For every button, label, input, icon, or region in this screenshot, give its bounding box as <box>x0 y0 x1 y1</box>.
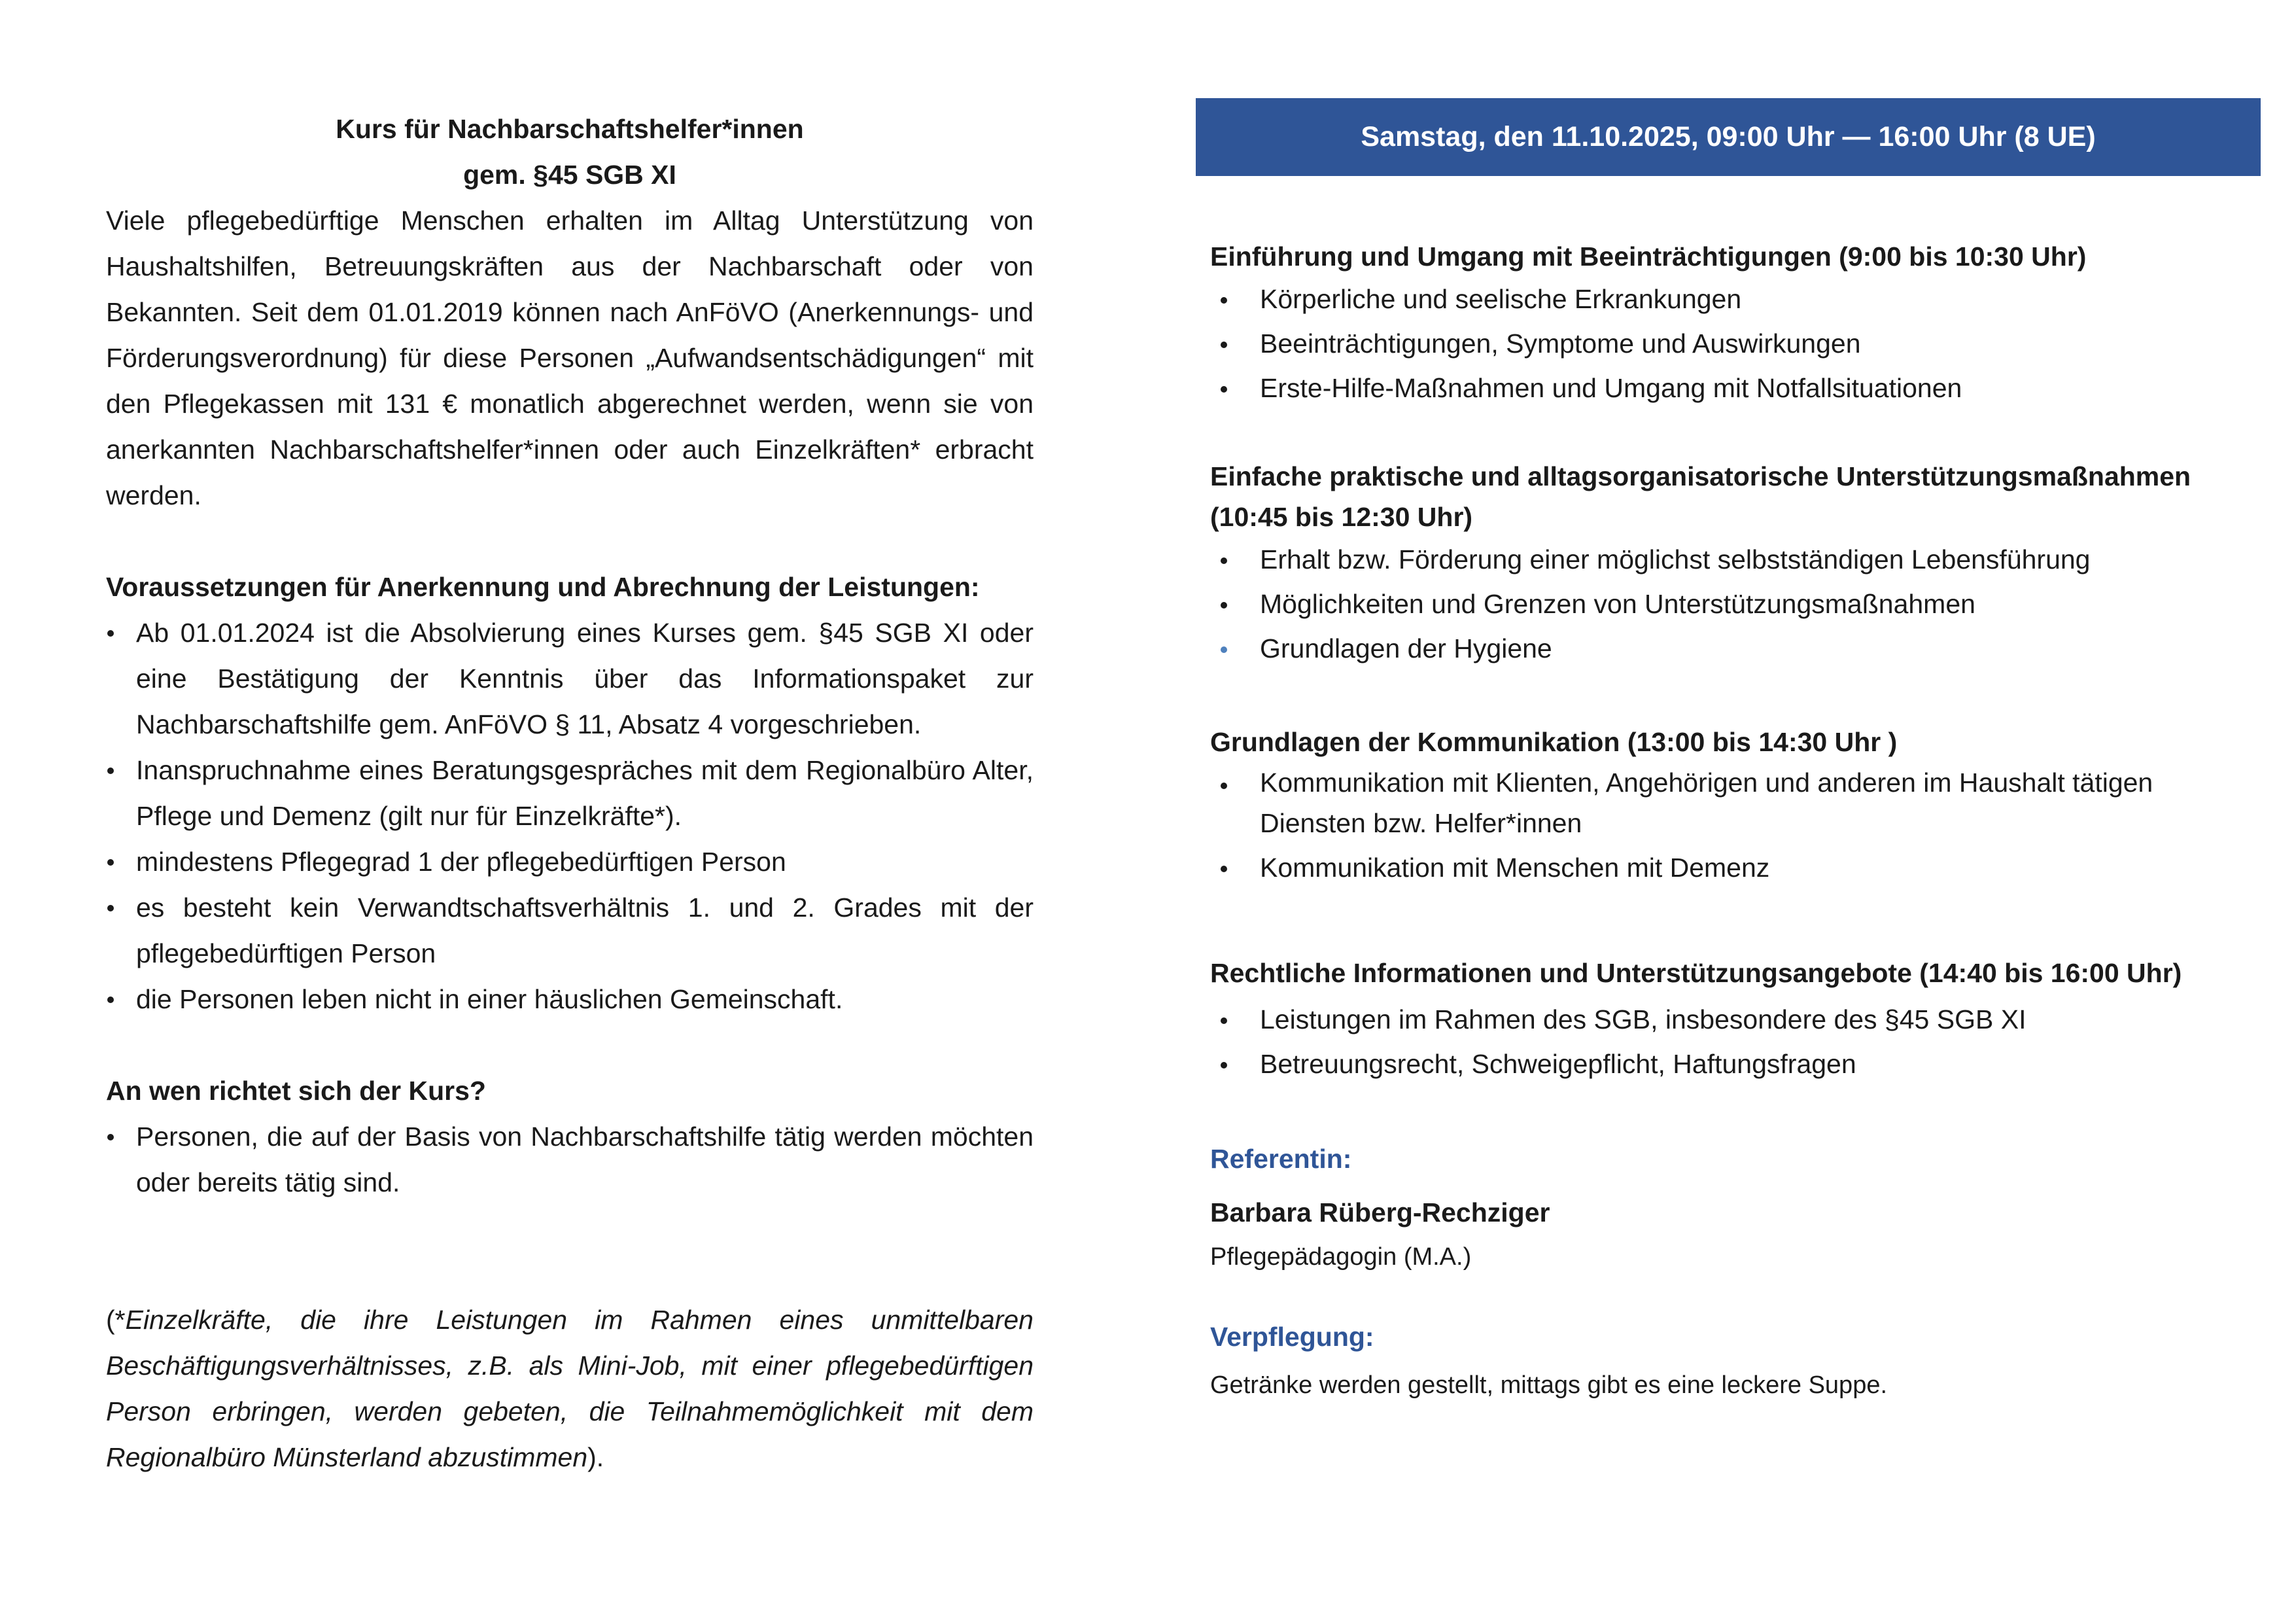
footnote-text: Einzelkräfte, die ihre Leistungen im Rahmen eines unmittelbaren Beschäftigungsverhältnisses, z.B. als Mini-Job, mit einer pflegebedürftigen Person erbringen, werden gebeten, die Teilnahmemöglichkeit mit dem Regionalbüro Münsterland abzustimmen <box>106 1305 1034 1472</box>
date-banner: Samstag, den 11.10.2025, 09:00 Uhr — 16:00 Uhr (8 UE) <box>1196 98 2261 176</box>
left-column <box>106 106 1034 1480</box>
course-title-line2: gem. §45 SGB XI <box>463 160 676 190</box>
list-item: Körperliche und seelische Erkrankungen <box>1210 277 2255 321</box>
requirements-heading: Voraussetzungen für Anerkennung und Abrechnung der Leistungen: <box>106 572 980 602</box>
schedule-section-2 <box>1210 456 2255 671</box>
list-item: Leistungen im Rahmen des SGB, insbesondere des §45 SGB XI <box>1210 997 2255 1042</box>
list-item: Kommunikation mit Menschen mit Demenz <box>1210 845 2255 890</box>
requirements-list <box>106 610 1034 1022</box>
speaker-name: Barbara Rüberg-Rechziger <box>1210 1197 1550 1227</box>
list-item: Erhalt bzw. Förderung einer möglichst selbstständigen Lebensführung <box>1210 537 2255 582</box>
footnote-close: ). <box>587 1442 604 1472</box>
section-heading: Grundlagen der Kommunikation (13:00 bis 14:30 Uhr ) <box>1210 727 1898 757</box>
schedule-section-4 <box>1210 953 2255 1086</box>
catering-text: Getränke werden gestellt, mittags gibt es eine leckere Suppe. <box>1210 1371 1888 1399</box>
schedule-section-3 <box>1210 722 2255 890</box>
footnote-open: (* <box>106 1305 126 1335</box>
schedule-section-1 <box>1210 236 2255 410</box>
list-item: Erste-Hilfe-Maßnahmen und Umgang mit Notfallsituationen <box>1210 366 2255 410</box>
list-item: Beeinträchtigungen, Symptome und Auswirkungen <box>1210 321 2255 366</box>
list-item: Möglichkeiten und Grenzen von Unterstützungsmaßnahmen <box>1210 582 2255 626</box>
section-items <box>1210 277 2255 410</box>
list-item: Ab 01.01.2024 ist die Absolvierung eines Kurses gem. §45 SGB XI oder eine Bestätigung der Kenntnis über das Informationspaket zur Nachbarschaftshilfe gem. AnFöVO § 11, Absatz 4 vorgeschrieben. <box>106 610 1034 747</box>
list-item: Kommunikation mit Klienten, Angehörigen und anderen im Haushalt tätigen Diensten bzw. Helfer*innen <box>1210 762 2255 845</box>
speaker-heading: Referentin: <box>1210 1144 1352 1174</box>
audience-list <box>106 1114 1034 1205</box>
section-heading: Einfache praktische und alltagsorganisatorische Unterstützungsmaßnahmen (10:45 bis 12:30 Uhr) <box>1210 461 2191 532</box>
section-heading: Einführung und Umgang mit Beeinträchtigungen (9:00 bis 10:30 Uhr) <box>1210 241 2087 272</box>
list-item: die Personen leben nicht in einer häuslichen Gemeinschaft. <box>106 976 1034 1022</box>
intro-paragraph: Viele pflegebedürftige Menschen erhalten im Alltag Unterstützung von Haushaltshilfen, Betreuungskräften aus der Nachbarschaft oder von Bekannten. Seit dem 01.01.2019 können nach AnFöVO (Anerkennungs- und Förderungsverordnung) für diese Personen „Aufwandsentschädigungen“ mit den Pflegekassen mit 131 € monatlich abgerechnet werden, wenn sie von anerkannten Nachbarschaftshelfer*innen oder auch Einzelkräften* erbracht werden. <box>106 205 1034 510</box>
audience-heading: An wen richtet sich der Kurs? <box>106 1076 486 1106</box>
catering-heading: Verpflegung: <box>1210 1322 1374 1352</box>
speaker-section <box>1210 1139 2255 1277</box>
list-item: mindestens Pflegegrad 1 der pflegebedürftigen Person <box>106 839 1034 885</box>
section-items <box>1210 537 2255 671</box>
section-items <box>1210 762 2255 890</box>
catering-section <box>1210 1316 2255 1405</box>
list-item: Betreuungsrecht, Schweigepflicht, Haftungsfragen <box>1210 1042 2255 1086</box>
list-item: Inanspruchnahme eines Beratungsgespräches mit dem Regionalbüro Alter, Pflege und Demenz (gilt nur für Einzelkräfte*). <box>106 747 1034 839</box>
speaker-title: Pflegepädagogin (M.A.) <box>1210 1243 1472 1271</box>
right-column <box>1196 98 2255 1405</box>
course-title-line1: Kurs für Nachbarschaftshelfer*innen <box>336 114 804 144</box>
list-item: Grundlagen der Hygiene <box>1210 626 2255 671</box>
list-item: Personen, die auf der Basis von Nachbarschaftshilfe tätig werden möchten oder bereits tätig sind. <box>106 1114 1034 1205</box>
section-heading: Rechtliche Informationen und Unterstützungsangebote (14:40 bis 16:00 Uhr) <box>1210 958 2182 988</box>
list-item: es besteht kein Verwandtschaftsverhältnis 1. und 2. Grades mit der pflegebedürftigen Person <box>106 885 1034 976</box>
footnote <box>106 1297 1034 1480</box>
section-items <box>1210 997 2255 1086</box>
